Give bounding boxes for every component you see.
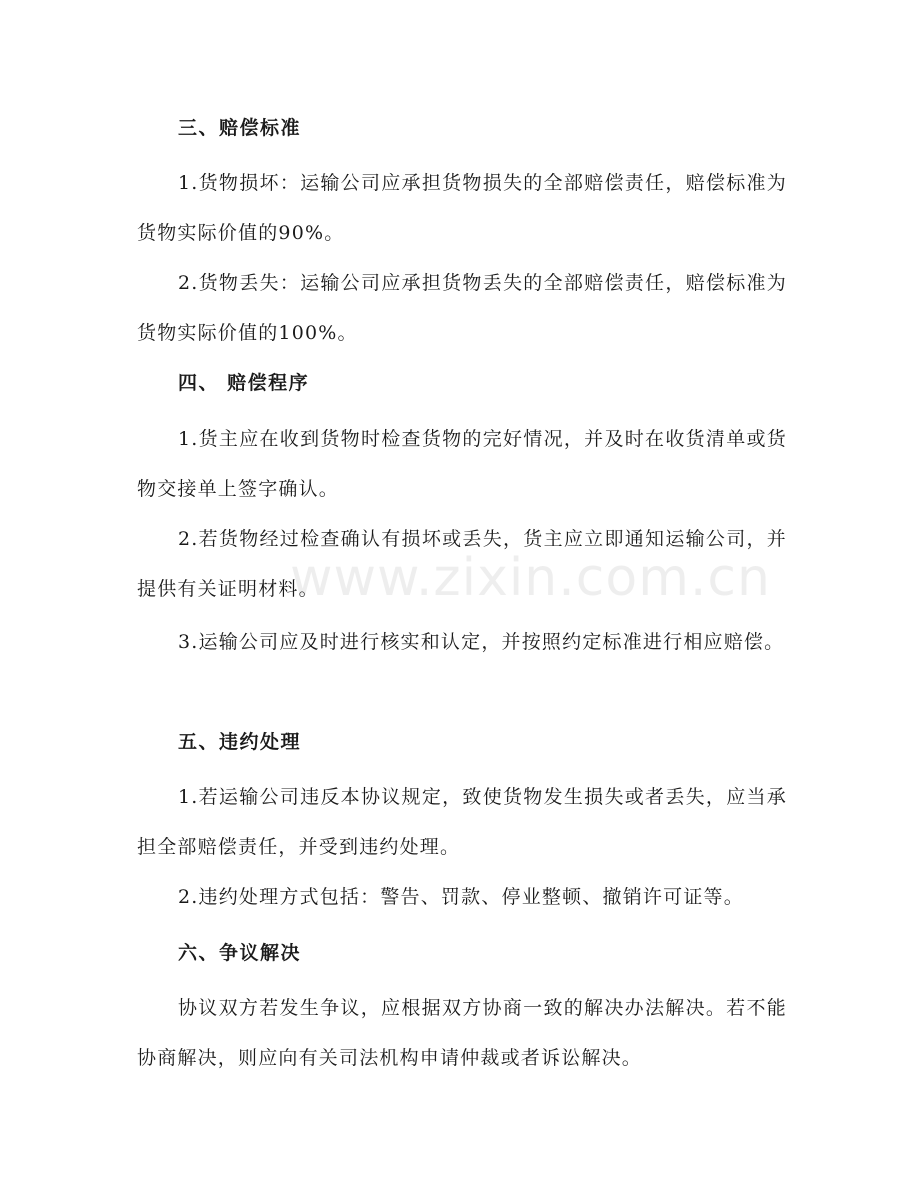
- paragraph-dispute-resolution: 协议双方若发生争议，应根据双方协商一致的解决办法解决。若不能协商解决，则应向有关司法机构申请仲裁或者诉讼解决。: [137, 997, 787, 1069]
- paragraph-verify-compensate: 3.运输公司应及时进行核实和认定，并按照约定标准进行相应赔偿。: [178, 631, 785, 653]
- section-heading-compensation-standard: 三、赔偿标准: [178, 117, 302, 139]
- paragraph-notify-company: 2.若货物经过检查确认有损坏或丢失，货主应立即通知运输公司，并提供有关证明材料。: [137, 528, 787, 600]
- section-heading-compensation-procedure: 四、 赔偿程序: [178, 372, 310, 394]
- paragraph-inspection-sign: 1.货主应在收到货物时检查货物的完好情况，并及时在收货清单或货物交接单上签字确认。: [137, 428, 787, 500]
- paragraph-goods-damage: 1.货物损坏：运输公司应承担货物损失的全部赔偿责任，赔偿标准为货物实际价值的90%。: [137, 172, 787, 244]
- paragraph-breach-penalties: 2.违约处理方式包括：警告、罚款、停业整顿、撤销许可证等。: [178, 886, 744, 908]
- watermark-text: www.zixin.com.cn: [290, 548, 771, 608]
- paragraph-breach-liability: 1.若运输公司违反本协议规定，致使货物发生损失或者丢失，应当承担全部赔偿责任，并受到违约处理。: [137, 786, 787, 858]
- section-heading-dispute-resolution: 六、争议解决: [178, 942, 302, 964]
- section-heading-breach-handling: 五、违约处理: [178, 731, 302, 753]
- paragraph-goods-loss: 2.货物丢失：运输公司应承担货物丢失的全部赔偿责任，赔偿标准为货物实际价值的100%。: [137, 272, 787, 344]
